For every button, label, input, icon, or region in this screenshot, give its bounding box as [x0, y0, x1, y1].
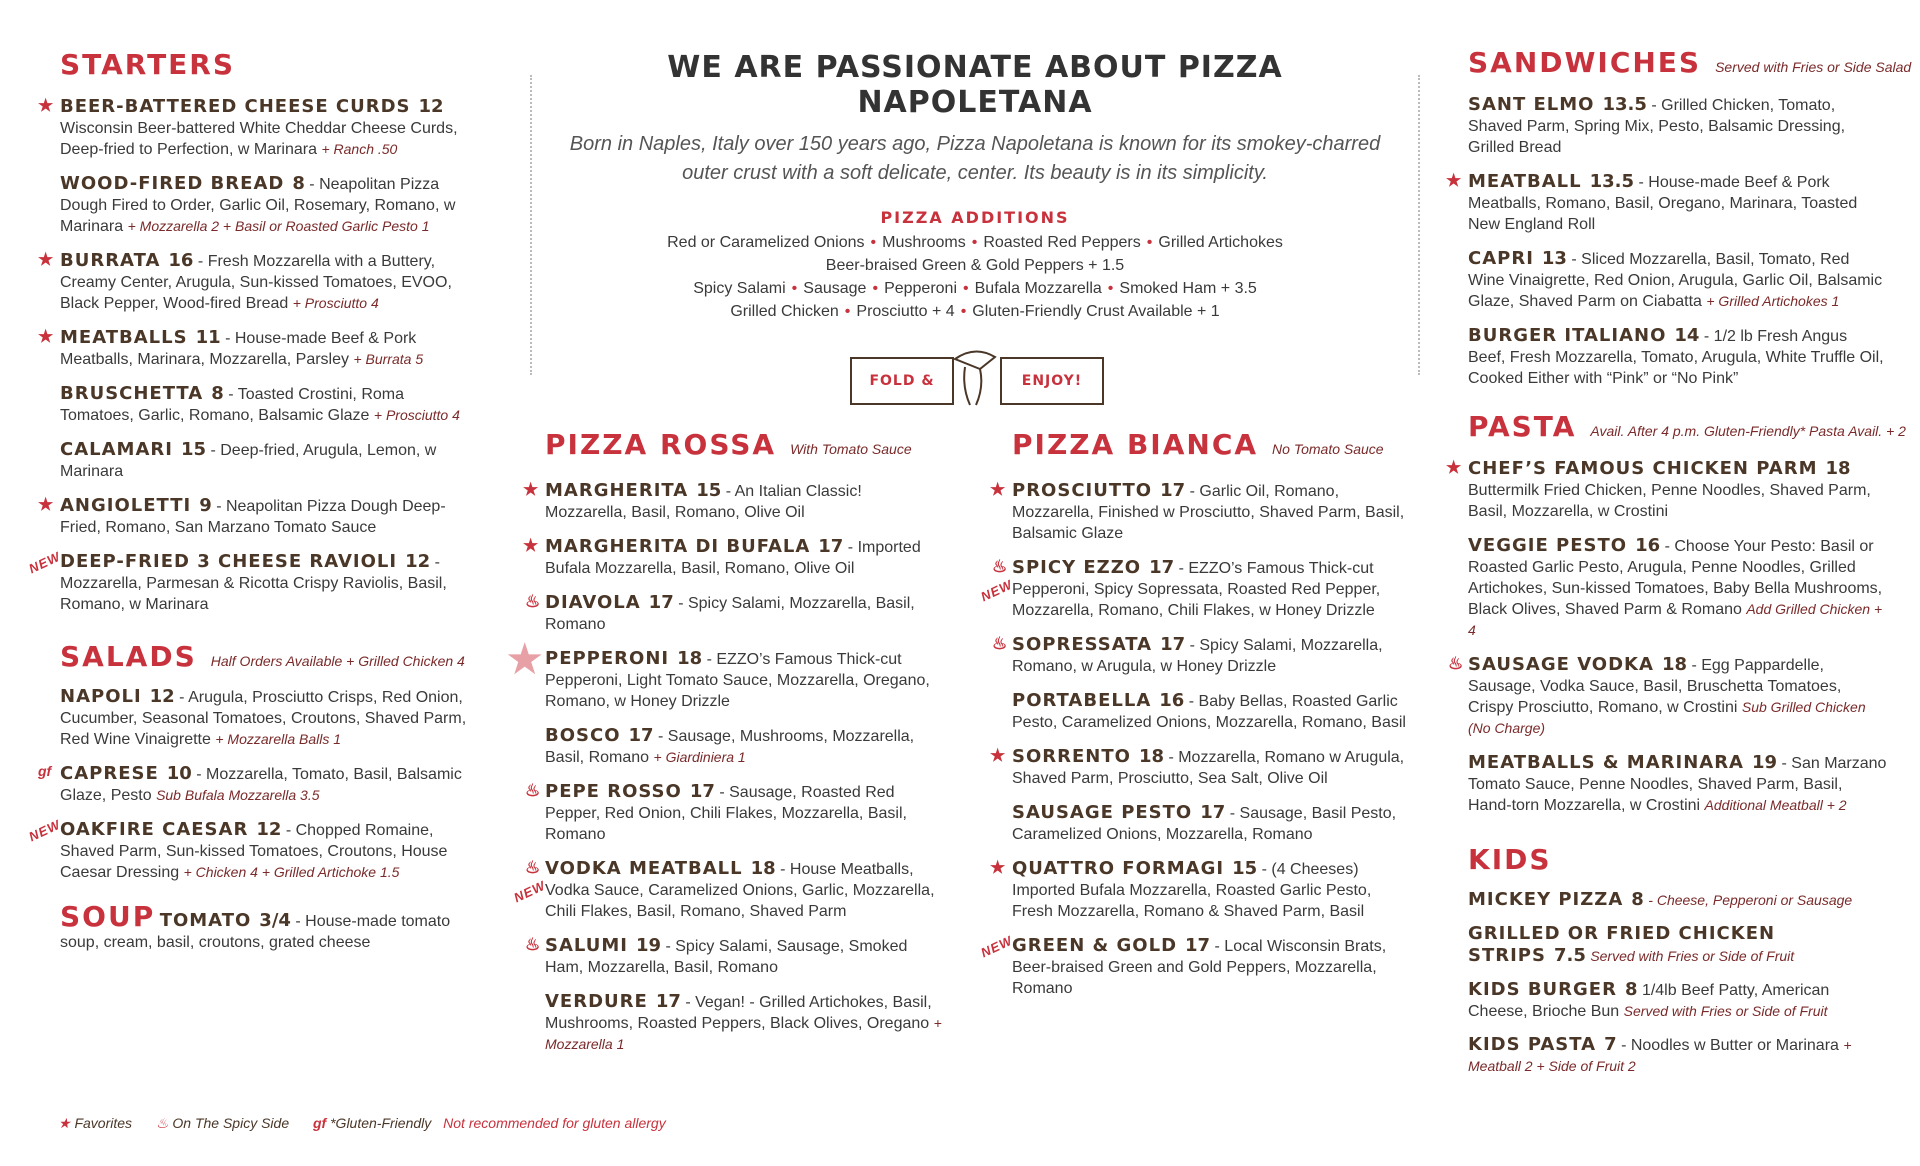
- item-description: - Sausage, Basil Pesto, Caramelized Onions, Mozzarella, Romano: [1012, 805, 1397, 843]
- section-note: No Tomato Sauce: [1272, 441, 1384, 457]
- item-addon: Additional Meatball + 2: [1704, 797, 1847, 813]
- item-addon: + Meatball 2 + Side of Fruit 2: [1468, 1037, 1852, 1074]
- menu-item: [1468, 458, 1888, 522]
- item-price: 19: [635, 935, 662, 956]
- item-price: 17: [818, 536, 844, 557]
- section-title: PIZZA BIANCA: [1012, 428, 1259, 461]
- item-name: MARGHERITA: [545, 480, 689, 501]
- sandwiches-header: [1468, 46, 1920, 79]
- item-description: - Grilled Chicken, Tomato, Shaved Parm, Spring Mix, Pesto, Balsamic Dressing, Grilled Bread: [1468, 97, 1846, 156]
- legend-spicy: On The Spicy Side: [172, 1115, 290, 1131]
- item-price: 17: [628, 725, 654, 746]
- item-name: GREEN & GOLD: [1012, 935, 1178, 956]
- item-addon: + Prosciutto 4: [292, 295, 379, 311]
- favorite-big-star-icon: ★: [505, 635, 545, 684]
- item-description: - Imported Bufala Mozzarella, Basil, Romano, Olive Oil: [545, 539, 921, 577]
- item-name: CAPRESE: [60, 763, 159, 784]
- item-price: 17: [689, 781, 715, 802]
- fold-right-box: ENJOY!: [1000, 357, 1104, 405]
- item-price: 8: [1624, 979, 1638, 1000]
- item-addon: + Prosciutto 4: [373, 407, 460, 423]
- item-price: 16: [168, 250, 194, 271]
- item-description: - Garlic Oil, Romano, Mozzarella, Finished w Prosciutto, Shaved Parm, Basil, Balsamic Glaze: [1012, 483, 1405, 542]
- menu-item: [1468, 1034, 1888, 1077]
- menu-item: [1468, 889, 1888, 911]
- additions-row: [560, 254, 1390, 277]
- bullet-dot: •: [960, 303, 967, 320]
- menu-item: [1468, 752, 1888, 816]
- additions-row: [560, 231, 1390, 254]
- divider-left: [530, 75, 532, 375]
- addition-item: Beer-braised Green & Gold Peppers + 1.5: [825, 257, 1125, 274]
- addition-item: Mushrooms: [882, 234, 966, 251]
- intro-line-2: outer crust with a soft delicate, center. Its beauty is in its simplicity.: [682, 162, 1268, 184]
- item-addon: + Giardiniera 1: [653, 749, 746, 765]
- item-addon: Sub Bufala Mozzarella 3.5: [156, 787, 320, 803]
- item-addon: + Burrata 5: [353, 351, 424, 367]
- menu-item: [60, 495, 470, 538]
- item-name: TOMATO: [159, 910, 252, 931]
- addition-item: Smoked Ham + 3.5: [1119, 280, 1257, 297]
- menu-item: [60, 551, 470, 615]
- item-price: 8: [211, 383, 224, 404]
- legend-gf: *Gluten-Friendly: [330, 1115, 432, 1131]
- favorite-star-icon: ★: [58, 1115, 71, 1131]
- intro-block: [560, 50, 1390, 407]
- item-price: 17: [655, 991, 681, 1012]
- item-description: - House-made Beef & Pork Meatballs, Marinara, Mozzarella, Parsley: [60, 330, 417, 368]
- bullet-dot: •: [870, 234, 877, 251]
- item-name: KIDS BURGER: [1468, 979, 1617, 1000]
- item-name: ANGIOLETTI: [60, 495, 192, 516]
- menu-item: [545, 991, 945, 1055]
- addition-item: Pepperoni: [884, 280, 958, 297]
- menu-item: [1012, 746, 1412, 789]
- spicy-flame-icon: ♨: [525, 592, 541, 611]
- section-note: Half Orders Available + Grilled Chicken 4: [210, 653, 465, 669]
- item-description: - Spicy Salami, Mozzarella, Basil, Romano: [545, 595, 915, 633]
- item-name: VEGGIE PESTO: [1468, 535, 1628, 556]
- item-name: MARGHERITA DI BUFALA: [545, 536, 811, 557]
- item-price: 18: [677, 648, 703, 669]
- additions-list: [560, 231, 1390, 323]
- gluten-friendly-icon: gf: [38, 763, 52, 779]
- menu-item: [545, 858, 945, 922]
- additions-title: PIZZA ADDITIONS: [880, 208, 1070, 227]
- item-description: 1/4lb Beef Patty, American Cheese, Brioche Bun: [1468, 982, 1830, 1020]
- page-title: WE ARE PASSIONATE ABOUT PIZZA NAPOLETANA: [667, 50, 1283, 120]
- item-name: BURGER ITALIANO: [1468, 325, 1667, 346]
- item-price: 16: [1635, 535, 1661, 556]
- additions-row: [560, 277, 1390, 300]
- item-name: BOSCO: [545, 725, 621, 746]
- menu-item: [1468, 979, 1888, 1022]
- item-name: PEPE ROSSO: [545, 781, 682, 802]
- item-price: 13.5: [1602, 94, 1647, 115]
- fold-enjoy-badge: [850, 347, 1100, 407]
- bullet-dot: •: [791, 280, 798, 297]
- item-description: - Neapolitan Pizza Dough Deep-Fried, Romano, San Marzano Tomato Sauce: [60, 498, 446, 536]
- item-price: 11: [195, 327, 221, 348]
- item-price: 15: [696, 480, 722, 501]
- item-description: - House-made Beef & Pork Meatballs, Romano, Basil, Oregano, Marinara, Toasted New England Roll: [1468, 174, 1858, 233]
- section-title: SALADS: [60, 640, 197, 673]
- menu-item: [60, 250, 470, 314]
- item-description: - Mozzarella, Parmesan & Ricotta Crispy Raviolis, Basil, Romano, w Marinara: [60, 554, 447, 613]
- item-description: - Toasted Crostini, Roma Tomatoes, Garlic, Romano, Balsamic Glaze: [60, 386, 404, 424]
- item-name: SAUSAGE PESTO: [1012, 802, 1193, 823]
- intro-line-1: Born in Naples, Italy over 150 years ago, Pizza Napoletana is known for its smokey-charred: [569, 133, 1381, 155]
- menu-item: [60, 819, 470, 883]
- pizza_bianca-header: [1012, 428, 1472, 461]
- item-description: - EZZO’s Famous Thick-cut Pepperoni, Light Tomato Sauce, Mozzarella, Oregano, Romano, w Honey Drizzle: [545, 651, 930, 710]
- item-addon: + Mozzarella 1: [545, 1015, 942, 1052]
- favorite-star-icon: ★: [523, 536, 539, 555]
- spicy-flame-icon: ♨: [525, 858, 541, 877]
- new-badge: NEW: [511, 877, 548, 906]
- menu-item: [60, 327, 470, 370]
- menu-item: [60, 686, 470, 750]
- menu-item: [1468, 94, 1888, 158]
- item-description: Wisconsin Beer-battered White Cheddar Cheese Curds, Deep-fried to Perfection, w Marinara: [60, 120, 458, 158]
- bullet-dot: •: [1107, 280, 1114, 297]
- item-description: - Spicy Salami, Mozzarella, Romano, w Arugula, w Honey Drizzle: [1012, 637, 1383, 675]
- item-name: WOOD-FIRED BREAD: [60, 173, 285, 194]
- section-title: SOUP: [60, 900, 156, 933]
- item-name: GRILLED OR FRIED CHICKEN STRIPS: [1468, 923, 1776, 966]
- favorite-star-icon: ★: [990, 858, 1006, 877]
- section-title: PASTA: [1468, 410, 1577, 443]
- item-price: 17: [1185, 935, 1211, 956]
- divider-right: [1418, 75, 1420, 375]
- item-description: - EZZO’s Famous Thick-cut Pepperoni, Spicy Sopressata, Roasted Red Pepper, Mozzarella, Romano, Chili Flakes, w Honey Drizzle: [1012, 560, 1381, 619]
- item-name: BEER-BATTERED CHEESE CURDS: [60, 96, 411, 117]
- legend-favorites: Favorites: [74, 1115, 133, 1131]
- item-addon: + Chicken 4 + Grilled Artichoke 1.5: [183, 864, 400, 880]
- spicy-flame-icon: ♨: [992, 557, 1008, 576]
- spicy-flame-icon: ♨: [525, 935, 541, 954]
- item-description: - Mozzarella, Tomato, Basil, Balsamic Glaze, Pesto: [60, 766, 462, 804]
- item-description: Buttermilk Fried Chicken, Penne Noodles, Shaved Parm, Basil, Mozzarella, w Crostini: [1468, 482, 1871, 520]
- item-price: 12: [256, 819, 282, 840]
- favorite-star-icon: ★: [38, 327, 54, 346]
- favorite-star-icon: ★: [1446, 458, 1462, 477]
- menu-item: [1468, 923, 1888, 967]
- bullet-dot: •: [1146, 234, 1153, 251]
- item-description: - Chopped Romaine, Shaved Parm, Sun-kissed Tomatoes, Croutons, House Caesar Dressing: [60, 822, 448, 881]
- gluten-friendly-icon: gf: [313, 1115, 327, 1131]
- item-name: PEPPERONI: [545, 648, 670, 669]
- section-note: With Tomato Sauce: [790, 441, 912, 457]
- addition-item: Grilled Chicken: [730, 303, 839, 320]
- item-price: 12: [418, 96, 444, 117]
- spicy-flame-icon: ♨: [525, 781, 541, 800]
- menu-item: [60, 96, 470, 160]
- item-description: - San Marzano Tomato Sauce, Penne Noodles, Shaved Parm, Basil, Hand-torn Mozzarella, w Crostini: [1468, 755, 1887, 814]
- favorite-star-icon: ★: [38, 495, 54, 514]
- menu-item: [1012, 480, 1412, 544]
- item-name: OAKFIRE CAESAR: [60, 819, 249, 840]
- item-name: QUATTRO FORMAGI: [1012, 858, 1225, 879]
- item-price: 17: [1160, 634, 1186, 655]
- item-price: 7.5: [1553, 945, 1586, 966]
- item-price: 12: [149, 686, 175, 707]
- menu-item: [1468, 654, 1888, 739]
- item-name: BURRATA: [60, 250, 161, 271]
- item-description: - Neapolitan Pizza Dough Fired to Order, Garlic Oil, Rosemary, Romano, w Marinara: [60, 176, 456, 235]
- item-price: 18: [1825, 458, 1851, 479]
- item-price: 18: [750, 858, 776, 879]
- pizza-hand-icon: [950, 347, 1000, 407]
- item-price: 12: [405, 551, 431, 572]
- item-price: 13: [1541, 248, 1567, 269]
- item-addon: Add Grilled Chicken + 4: [1468, 601, 1883, 638]
- item-price: 14: [1674, 325, 1700, 346]
- item-description: - 1/2 lb Fresh Angus Beef, Fresh Mozzarella, Tomato, Arugula, White Truffle Oil, Cooked Either with “Pink” or “No Pink”: [1468, 328, 1884, 387]
- favorite-star-icon: ★: [523, 480, 539, 499]
- item-description: - Spicy Salami, Sausage, Smoked Ham, Mozzarella, Basil, Romano: [545, 938, 908, 976]
- item-price: 17: [1200, 802, 1226, 823]
- section-title: STARTERS: [60, 48, 236, 81]
- menu-item: [1012, 935, 1412, 999]
- item-name: VODKA MEATBALL: [545, 858, 743, 879]
- item-description: - Mozzarella, Romano w Arugula, Shaved Parm, Prosciutto, Sea Salt, Olive Oil: [1012, 749, 1405, 787]
- section-note: Avail. After 4 p.m. Gluten-Friendly* Pasta Avail. + 2: [1590, 423, 1906, 439]
- item-description: - Egg Pappardelle, Sausage, Vodka Sauce, Basil, Bruschetta Tomatoes, Crispy Prosciutto, Romano, w Crostini: [1468, 657, 1842, 716]
- item-description: - Arugula, Prosciutto Crisps, Red Onion, Cucumber, Seasonal Tomatoes, Croutons, Shaved Parm, Red Wine Vinaigrette: [60, 689, 467, 748]
- item-price: 8: [292, 173, 305, 194]
- item-name: MEATBALLS: [60, 327, 188, 348]
- bullet-dot: •: [963, 280, 969, 297]
- item-description: - Noodles w Butter or Marinara: [1621, 1037, 1839, 1054]
- menu-item: [1012, 557, 1412, 621]
- item-name: NAPOLI: [60, 686, 142, 707]
- addition-item: Spicy Salami: [693, 280, 786, 297]
- salads-header: [60, 640, 530, 673]
- item-price: 18: [1138, 746, 1164, 767]
- item-price: 10: [166, 763, 192, 784]
- section-note: Served with Fries or Side Salad: [1715, 59, 1912, 75]
- item-description: - Deep-fried, Arugula, Lemon, w Marinara: [60, 442, 437, 480]
- item-name: MEATBALL: [1468, 171, 1582, 192]
- legend: [58, 1115, 666, 1132]
- menu-item: [60, 439, 470, 482]
- menu-item: [1012, 858, 1412, 922]
- item-addon: Sub Grilled Chicken (No Charge): [1468, 699, 1866, 736]
- item-description: - An Italian Classic! Mozzarella, Basil, Romano, Olive Oil: [545, 483, 862, 521]
- addition-item: Bufala Mozzarella: [974, 280, 1102, 297]
- starters-header: [60, 48, 530, 81]
- new-badge: NEW: [978, 932, 1015, 961]
- item-price: 9: [199, 495, 212, 516]
- item-name: PORTABELLA: [1012, 690, 1152, 711]
- menu-item: [1012, 690, 1412, 733]
- menu-item: [545, 536, 945, 579]
- item-addon: - Cheese, Pepperoni or Sausage: [1648, 892, 1853, 908]
- item-description: - (4 Cheeses) Imported Bufala Mozzarella, Roasted Garlic Pesto, Fresh Mozzarella, Romano & Shaved Parm, Basil: [1012, 861, 1372, 920]
- item-addon: + Mozzarella Balls 1: [215, 731, 342, 747]
- addition-item: Prosciutto + 4: [856, 303, 955, 320]
- favorite-star-icon: ★: [990, 480, 1006, 499]
- spicy-flame-icon: ♨: [155, 1115, 169, 1131]
- menu-item: [1012, 802, 1412, 845]
- item-name: DIAVOLA: [545, 592, 641, 613]
- bullet-dot: •: [872, 280, 879, 297]
- item-description: - House Meatballs, Vodka Sauce, Caramelized Onions, Garlic, Mozzarella, Chili Flakes, Basil, Romano, Shaved Parm: [545, 861, 935, 920]
- favorite-star-icon: ★: [990, 746, 1006, 765]
- menu-item: [1468, 248, 1888, 312]
- favorite-star-icon: ★: [1446, 171, 1462, 190]
- item-price: 16: [1159, 690, 1185, 711]
- item-description: - House-made tomato soup, cream, basil, croutons, grated cheese: [60, 913, 451, 951]
- item-name: DEEP-FRIED 3 CHEESE RAVIOLI: [60, 551, 398, 572]
- item-addon: Served with Fries or Side of Fruit: [1590, 948, 1795, 964]
- item-description: - Choose Your Pesto: Basil or Roasted Garlic Pesto, Arugula, Penne Noodles, Grilled Artichokes, Sun-kissed Tomatoes, Baby Bella Mushrooms, Black Olives, Shaved Parm & Romano: [1468, 538, 1883, 618]
- menu-item-soup: [60, 900, 470, 953]
- item-name: SORRENTO: [1012, 746, 1131, 767]
- item-name: SANT ELMO: [1468, 94, 1595, 115]
- item-name: CAPRI: [1468, 248, 1534, 269]
- spicy-flame-icon: ♨: [992, 634, 1008, 653]
- item-price: 8: [1631, 889, 1644, 910]
- addition-item: Roasted Red Peppers: [983, 234, 1141, 251]
- spicy-flame-icon: ♨: [1448, 654, 1464, 673]
- item-name: SOPRESSATA: [1012, 634, 1153, 655]
- item-price: 3/4: [259, 910, 291, 931]
- menu-item: [545, 592, 945, 635]
- item-name: MEATBALLS & MARINARA: [1468, 752, 1744, 773]
- item-addon: + Mozzarella 2 + Basil or Roasted Garlic Pesto 1: [127, 218, 430, 234]
- item-description: - Fresh Mozzarella with a Buttery, Creamy Center, Arugula, Sun-kissed Tomatoes, EVOO, Black Pepper, Wood-fired Bread: [60, 253, 452, 312]
- item-price: 15: [180, 439, 207, 460]
- menu-item: [1468, 325, 1888, 389]
- item-addon: + Grilled Artichokes 1: [1706, 293, 1840, 309]
- legend-gf-note: Not recommended for gluten allergy: [443, 1115, 666, 1131]
- addition-item: Red or Caramelized Onions: [667, 234, 865, 251]
- menu-item: [60, 763, 470, 806]
- item-description: - Baby Bellas, Roasted Garlic Pesto, Caramelized Onions, Mozzarella, Romano, Basil: [1012, 693, 1406, 731]
- favorite-star-icon: ★: [38, 250, 54, 269]
- item-addon: + Ranch .50: [321, 141, 398, 157]
- item-name: BRUSCHETTA: [60, 383, 204, 404]
- item-name: SAUSAGE VODKA: [1468, 654, 1654, 675]
- section-title: KIDS: [1468, 843, 1552, 876]
- addition-item: Gluten-Friendly Crust Available + 1: [972, 303, 1220, 320]
- menu-item: [1468, 171, 1888, 235]
- kids-header: [1468, 843, 1920, 876]
- item-name: KIDS PASTA: [1468, 1034, 1597, 1055]
- item-name: CALAMARI: [60, 439, 173, 460]
- new-badge: NEW: [978, 576, 1015, 605]
- item-name: VERDURE: [545, 991, 648, 1012]
- item-name: SPICY EZZO: [1012, 557, 1142, 578]
- item-name: CHEF’S FAMOUS CHICKEN PARM: [1468, 458, 1818, 479]
- item-name: PROSCIUTTO: [1012, 480, 1153, 501]
- new-badge: NEW: [26, 548, 63, 577]
- menu-item: [60, 173, 470, 237]
- additions-row: [560, 300, 1390, 323]
- addition-item: Grilled Artichokes: [1158, 234, 1283, 251]
- favorite-star-icon: ★: [38, 96, 54, 115]
- item-addon: Served with Fries or Side of Fruit: [1623, 1003, 1828, 1019]
- item-description: - Sliced Mozzarella, Basil, Tomato, Red Wine Vinaigrette, Red Onion, Arugula, Garlic Oil, Balsamic Glaze, Shaved Parm on Ciabatta: [1468, 251, 1883, 310]
- fold-left-box: FOLD &: [850, 357, 954, 405]
- item-description: - Sausage, Roasted Red Pepper, Red Onion, Chili Flakes, Mozzarella, Basil, Romano: [545, 784, 907, 843]
- menu-item: [545, 648, 945, 712]
- pizza_rossa-header: [545, 428, 1005, 461]
- item-price: 17: [648, 592, 674, 613]
- item-price: 13.5: [1589, 171, 1635, 192]
- item-price: 18: [1661, 654, 1687, 675]
- item-description: - Vegan! - Grilled Artichokes, Basil, Mushrooms, Roasted Peppers, Black Olives, Oregano: [545, 994, 932, 1032]
- menu-item: [545, 935, 945, 978]
- menu-item: [1468, 535, 1888, 641]
- menu-item: [60, 383, 470, 426]
- item-price: 15: [1232, 858, 1258, 879]
- section-title: SANDWICHES: [1468, 46, 1702, 79]
- menu-item: [545, 781, 945, 845]
- menu-item: [545, 480, 945, 523]
- new-badge: NEW: [26, 816, 63, 845]
- item-description: - Sausage, Mushrooms, Mozzarella, Basil, Romano: [545, 728, 915, 766]
- menu-item: [545, 725, 945, 768]
- menu-item: [1012, 634, 1412, 677]
- item-price: 17: [1149, 557, 1175, 578]
- item-name: MICKEY PIZZA: [1468, 889, 1624, 910]
- item-price: 17: [1160, 480, 1186, 501]
- section-title: PIZZA ROSSA: [545, 428, 777, 461]
- item-description: - Local Wisconsin Brats, Beer-braised Green and Gold Peppers, Mozzarella, Romano: [1012, 938, 1387, 997]
- item-price: 7: [1604, 1034, 1617, 1055]
- item-price: 19: [1752, 752, 1778, 773]
- bullet-dot: •: [971, 234, 978, 251]
- pasta-header: [1468, 410, 1920, 443]
- addition-item: Sausage: [803, 280, 867, 297]
- bullet-dot: •: [844, 303, 851, 320]
- item-name: SALUMI: [545, 935, 628, 956]
